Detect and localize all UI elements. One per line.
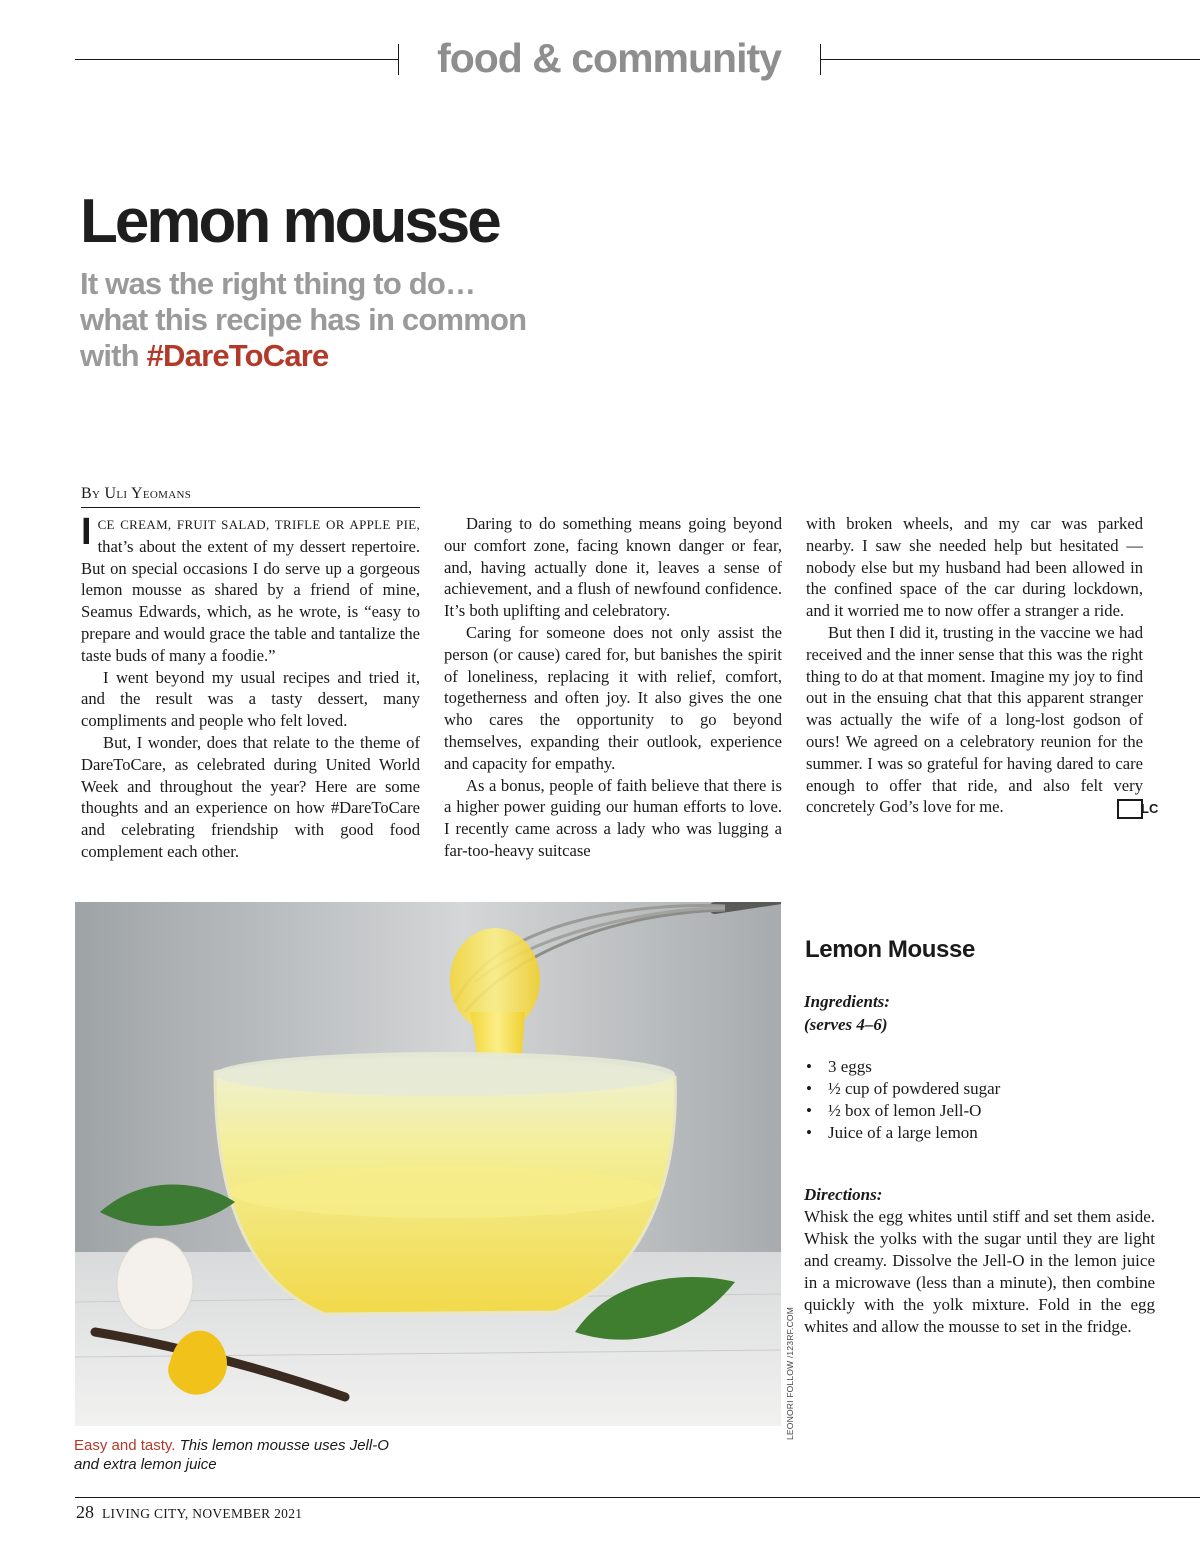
end-mark-logo: LC xyxy=(1117,799,1143,819)
body-column-3 xyxy=(806,513,1159,819)
paragraph: As a bonus, people of faith believe that there is a higher power guiding our human efforts to love. I recently came across a lady who was lugging a far-too-heavy suitcase xyxy=(444,775,782,860)
photo-credit: LEONORI FOLLOW /123RF.COM xyxy=(785,1307,795,1440)
directions-label: Directions: xyxy=(804,1185,883,1204)
ingredient-item: • 3 eggs xyxy=(804,1056,1000,1078)
deck-text: It was the right thing to do… what this recipe has in common with xyxy=(80,266,527,373)
photo-caption xyxy=(74,1436,414,1474)
ingredient-item: • ½ box of lemon Jell-O xyxy=(804,1100,1000,1122)
section-title: food & community xyxy=(437,35,781,81)
paragraph-text: that’s about the extent of my dessert repertoire. But on special occasions I do serve up a gorgeous lemon mousse as shared by a friend of mine, Seamus Edwards, which, as he wrote, is “easy to prepare and would grace the table and tantalize the taste buds of many a foodie.” xyxy=(81,536,420,665)
page-footer xyxy=(76,1502,302,1524)
publication-name: LIVING CITY, NOVEMBER 2021 xyxy=(102,1506,303,1521)
paragraph: Daring to do something means going beyond our comfort zone, facing known danger or fear, and, having actually done it, leaves a sense of achievement, and a flush of newfound confidence. It’s both uplifting and celebratory. xyxy=(444,514,782,621)
paragraph: with broken wheels, and my car was parked nearby. I saw she needed help but hesitated — nobody else but my husband had been allowed in the confined space of the car during lockdown, and it worried me to now offer a stranger a ride. xyxy=(806,514,1143,621)
paragraph xyxy=(81,513,420,667)
recipe-title: Lemon Mousse xyxy=(805,936,975,963)
body-column-2 xyxy=(444,513,782,862)
article-deck xyxy=(80,266,540,374)
directions-text: Whisk the egg whites until stiff and set them aside. Whisk the yolks with the sugar until they are light and creamy. Dissolve the Jell-O in the lemon juice in a microwave (less than a minute), then combine quickly with the yolk mixture. Fold in the egg whites and allow the mousse to set in the fridge. xyxy=(804,1207,1155,1336)
lemon-mousse-photo xyxy=(75,902,781,1426)
servings-label: (serves 4–6) xyxy=(804,1015,888,1034)
byline: By Uli Yeomans xyxy=(81,484,420,508)
ingredient-item: • ½ cup of powdered sugar xyxy=(804,1078,1000,1100)
page-number: 28 xyxy=(76,1502,94,1522)
section-rule-right xyxy=(820,59,1200,60)
caption-lead: Easy and tasty. xyxy=(74,1437,176,1454)
ingredient-item: • Juice of a large lemon xyxy=(804,1122,1000,1144)
footer-rule xyxy=(75,1497,1200,1498)
caption-text: This lemon mousse uses Jell-O and extra lemon juice xyxy=(74,1437,389,1473)
paragraph-text: But then I did it, trusting in the vaccine we had received and the inner sense that this was the right thing to do at that moment. Imagine my joy to find out in the ensuing chat that this apparent stranger was actually the wife of a long-lost godson of ours! We agreed on a celebratory reunion for the summer. I was so grateful for having dared to care enough to offer that ride, and also felt very concretely God’s love for me. xyxy=(806,622,1143,817)
paragraph xyxy=(806,622,1159,818)
deck-hashtag: #DareToCare xyxy=(146,338,329,373)
photo-illustration xyxy=(75,902,781,1426)
paragraph: But, I wonder, does that relate to the theme of DareToCare, as celebrated during United World Week and throughout the year? Here are some thoughts and an experience on how #DareToCare and celebrating friendship with good food complement each other. xyxy=(81,732,420,861)
paragraph: I went beyond my usual recipes and tried it, and the result was a tasty dessert, many compliments and people who felt loved. xyxy=(81,667,420,731)
body-column-1 xyxy=(81,513,420,863)
paragraph: Caring for someone does not only assist the person (or cause) cared for, but banishes the spirit of loneliness, replacing it with relief, comfort, togetherness and often joy. It also gives the one who cares the opportunity to go beyond themselves, expanding their outlook, experience and capacity for empathy. xyxy=(444,622,782,773)
section-tick-left xyxy=(398,44,399,75)
ingredients-label: Ingredients: xyxy=(804,992,890,1011)
ingredient-list xyxy=(804,1056,1000,1144)
section-rule-left xyxy=(75,59,398,60)
article-headline: Lemon mousse xyxy=(80,187,499,256)
ingredients-heading xyxy=(804,990,890,1036)
drop-cap: I xyxy=(81,511,92,553)
lead-in: CE CREAM, FRUIT SALAD, TRIFLE OR APPLE PIE, xyxy=(97,517,420,532)
